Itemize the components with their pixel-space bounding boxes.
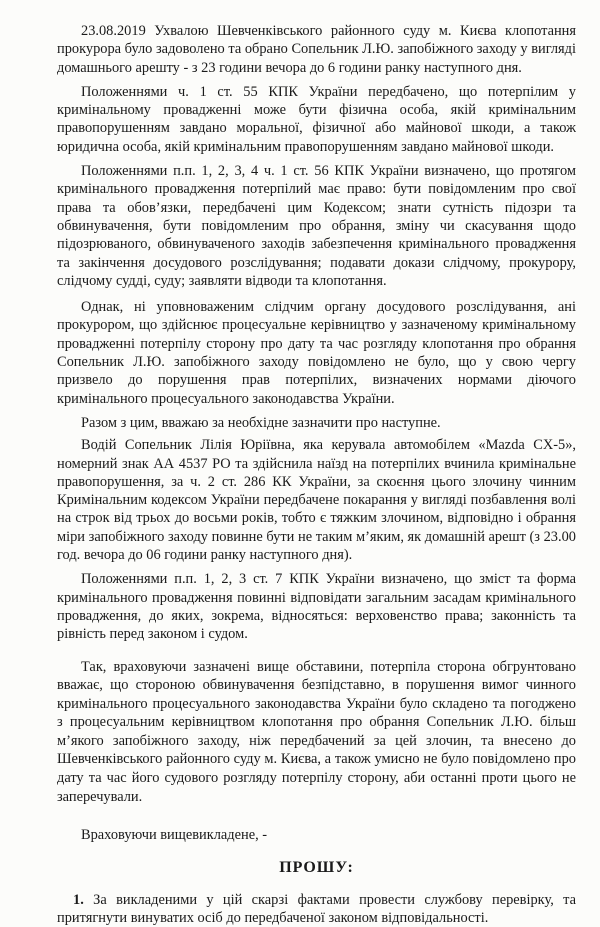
- request-list-item: [57, 891, 576, 927]
- list-item-number: 1.: [73, 891, 84, 908]
- paragraph-article-56: Положеннями п.п. 1, 2, 3, 4 ч. 1 ст. 56 КПК України визначено, що протягом кримінального провадження потерпілий має право: бути повідомленим про свої права та обов’язки, передбачені цим Кодексом; знати сутність підозри та обвинувачення, бути повідомленим про обрання, зміну чи скасування щодо підозрюваного, обвинуваченого заходів забезпечення кримінального провадження та закінчення досудового розслідування; подавати докази слідчому, прокурору, слідчому судді, суду; заявляти відводи та клопотання.: [57, 163, 576, 289]
- paragraph-court-ruling: 23.08.2019 Ухвалою Шевченківського районного суду м. Києва клопотання прокурора було задоволено та обрано Сопельник Л.Ю. запобіжного заходу у вигляді домашнього арешту - з 23 години вечора до 6 години ранку наступного дня.: [57, 23, 576, 76]
- list-item-text: За викладеними у цій скарзі фактами провести службову перевірку, та притягнути винуватих осіб до передбаченої законом відповідальності.: [57, 891, 576, 926]
- paragraph-note: Разом з цим, вважаю за необхідне зазначити про наступне.: [81, 414, 441, 431]
- paragraph-driver-offense: Водій Сопельник Лілія Юріївна, яка керувала автомобілем «Mazda CX-5», номерний знак АА 4537 РО та здійснила наїзд на потерпілих вчинила кримінальне правопорушення, за ч. 2 ст. 286 КК України, за скоєння цього злочину чинним Кримінальним кодексом України передбачене покарання у вигляді позбавлення волі на строк від трьох до восьми років, тобто є тяжким злочином, відповідно і обрання міри запобіжного заходу повинне бути не таким м’яким, як домашній арешт (з 23.00 год. вечора до 06 години ранку наступного дня).: [57, 437, 576, 564]
- paragraph-article-55: Положеннями ч. 1 ст. 55 КПК України передбачено, що потерпілим у кримінальному провадженні може бути фізична особа, якій кримінальним правопорушенням завдано моральної, фізичної або майнової шкоди, а також юридична особа, якій кримінальним правопорушенням завдано майнової шкоди.: [57, 83, 576, 155]
- paragraph-considering: Враховуючи вищевикладене, -: [81, 827, 268, 844]
- paragraph-article-7: Положеннями п.п. 1, 2, 3 ст. 7 КПК України визначено, що зміст та форма кримінального провадження повинні відповідати загальним засадам кримінального провадження, до яких, зокрема, відносяться: верховенство права; законність та рівність перед законом і судом.: [57, 571, 576, 643]
- paragraph-rights-violation: Однак, ні уповноваженим слідчим органу досудового розслідування, ані прокурором, що здійснює процесуальне керівництво у зазначеному кримінальному провадженні потерпілу сторону про дату та час розгляду клопотання про обрання Сопельник Л.Ю. запобіжного заходу повідомлено не було, що у свою чергу призвело до порушення прав потерпілих, визначених нормами діючого кримінального процесуального законодавства України.: [57, 299, 576, 407]
- paragraph-conclusion: Так, враховуючи зазначені вище обставини, потерпіла сторона обгрунтовано вважає, що стороною обвинувачення безпідставно, в порушення вимог чинного кримінального процесуального законодавства України було складено та погоджено з процесуальним керівництвом клопотання про обрання Сопельник Л.Ю. більш м’якого запобіжного заходу, ніж передбачений за цей злочин, та внесено до Шевченківського районного суду м. Києва, а також умисно не було повідомлено про дату та час його судового розгляду потерпілу сторону, аби останні проти цього не заперечували.: [57, 658, 576, 805]
- request-heading: ПРОШУ:: [279, 858, 354, 876]
